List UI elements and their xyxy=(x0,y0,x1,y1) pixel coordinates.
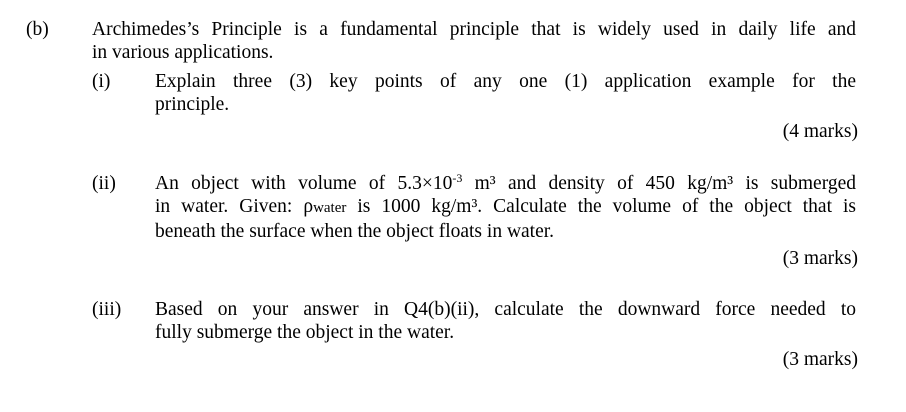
part-i-line-1: Explain three (3) key points of any one (1) application example for the xyxy=(155,71,856,92)
part-ii-line-2b: is 1000 kg/m³. Calculate the volume of the object that is xyxy=(346,196,857,217)
part-ii-line-2a: in water. Given: xyxy=(155,196,304,217)
question-intro xyxy=(92,18,856,64)
part-i-label: (i) xyxy=(92,71,111,92)
part-iii-text xyxy=(155,298,856,344)
part-i-marks: (4 marks) xyxy=(782,121,858,142)
part-iii-label: (iii) xyxy=(92,299,122,320)
question-label: (b) xyxy=(26,19,49,40)
part-ii-line-1 xyxy=(155,172,856,195)
intro-line-1: Archimedes’s Principle is a fundamental principle that is widely used in daily life and xyxy=(92,19,856,40)
rho-subscript: water xyxy=(313,200,347,216)
part-ii-label: (ii) xyxy=(92,173,116,194)
part-iii-marks: (3 marks) xyxy=(782,349,858,370)
part-iii-line-1: Based on your answer in Q4(b)(ii), calculate the downward force needed to xyxy=(155,299,856,320)
part-ii-marks: (3 marks) xyxy=(782,248,858,269)
part-ii-line-3: beneath the surface when the object floats in water. xyxy=(155,221,555,242)
exponent-text: -3 xyxy=(452,171,463,185)
part-i-text xyxy=(155,70,856,116)
part-ii-line-2 xyxy=(155,195,856,220)
part-i-line-2: principle. xyxy=(155,94,230,115)
part-iii-line-2: fully submerge the object in the water. xyxy=(155,322,455,343)
intro-line-2: in various applications. xyxy=(92,42,274,63)
part-ii-text xyxy=(155,172,856,243)
part-ii-line-1a: An object with volume of 5.3×10 xyxy=(155,173,453,194)
part-ii-line-1b: m³ and density of 450 kg/m³ is submerged xyxy=(462,173,856,194)
rho-symbol: ρ xyxy=(303,196,314,217)
